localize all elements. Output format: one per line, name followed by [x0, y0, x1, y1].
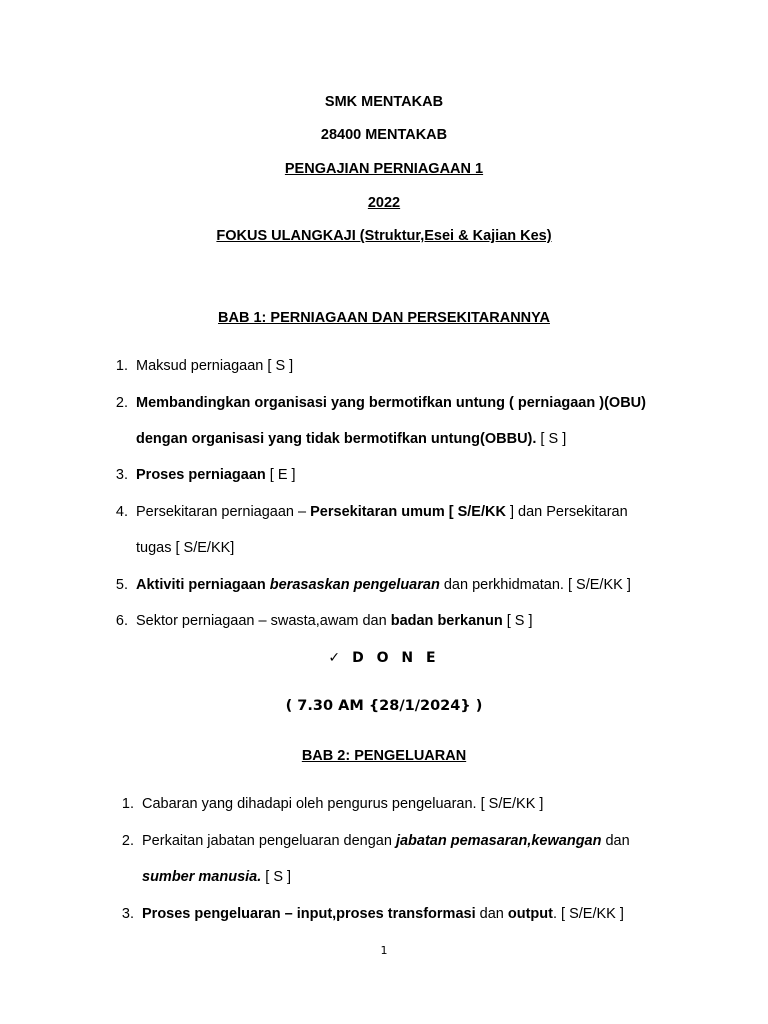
item-text: Persekitaran perniagaan – [136, 504, 311, 520]
item-text: Sektor perniagaan – swasta,awam dan [136, 613, 391, 629]
list-number: 1. [115, 358, 128, 374]
item-code: [ S ] [261, 869, 292, 885]
item-code: [ S ] [536, 431, 567, 447]
checkmark-icon: ✓ [328, 650, 341, 666]
list-number: 1. [121, 796, 134, 812]
bab1-item-2-continued [136, 430, 566, 448]
list-number: 2. [115, 395, 128, 411]
bab2-item-2-continued [142, 868, 291, 886]
item-text: . [ S/E/KK ] [552, 906, 624, 922]
item-text: Perkaitan jabatan pengeluaran dengan [142, 833, 396, 849]
item-text-bold-italic: berasaskan pengeluaran [269, 577, 440, 593]
bab1-title: BAB 1: PERNIAGAAN DAN PERSEKITARANNYA [218, 310, 550, 326]
item-text: Cabaran yang dihadapi oleh pengurus pengeluaran. [ S/E/KK ] [142, 796, 544, 812]
list-number: 3. [121, 906, 134, 922]
completion-timestamp: ( 7.30 AM {28/1/2024} ) [285, 698, 483, 714]
list-number: 2. [121, 833, 134, 849]
list-number: 6. [115, 613, 128, 629]
item-text-bold: Proses pengeluaran – input,proses transformasi [142, 906, 476, 922]
item-text: dan [601, 833, 630, 849]
school-name: SMK MENTAKAB [324, 94, 444, 110]
bab1-item-4-continued: tugas [ S/E/KK] [136, 540, 235, 556]
item-code: [ E ] [265, 467, 296, 483]
done-marker [0, 649, 768, 667]
list-number: 5. [115, 577, 128, 593]
list-number: 3. [115, 467, 128, 483]
done-text: D O N E [352, 650, 440, 666]
item-text-bold-italic: jabatan pemasaran,kewangan [395, 833, 602, 849]
bab2-title: BAB 2: PENGELUARAN [301, 748, 467, 764]
item-text: dan perkhidmatan. [ S/E/KK ] [439, 577, 631, 593]
item-text-bold: Aktiviti perniagaan [136, 577, 270, 593]
item-text: ] dan Persekitaran [505, 504, 628, 520]
focus-heading: FOKUS ULANGKAJI (Struktur,Esei & Kajian Kes) [216, 228, 552, 244]
subject-title: PENGAJIAN PERNIAGAAN 1 [284, 161, 484, 177]
item-text-bold-italic: sumber manusia. [142, 869, 262, 885]
list-number: 4. [115, 504, 128, 520]
item-text: [ S ] [502, 613, 533, 629]
item-text: Maksud perniagaan [ S ] [136, 358, 294, 374]
item-text-bold: dengan organisasi yang tidak bermotifkan untung(OBBU). [136, 431, 537, 447]
item-text-bold: badan berkanun [390, 613, 503, 629]
item-text: Membandingkan organisasi yang bermotifkan untung ( perniagaan )(OBU) [136, 395, 646, 411]
year-heading: 2022 [367, 195, 401, 211]
item-text-bold: output [507, 906, 553, 922]
school-address: 28400 MENTAKAB [320, 127, 448, 143]
item-text: dan [475, 906, 508, 922]
item-text-bold: Proses perniagaan [136, 467, 266, 483]
page-number: 1 [380, 944, 388, 957]
item-text-bold: Persekitaran umum [ S/E/KK [310, 504, 506, 520]
